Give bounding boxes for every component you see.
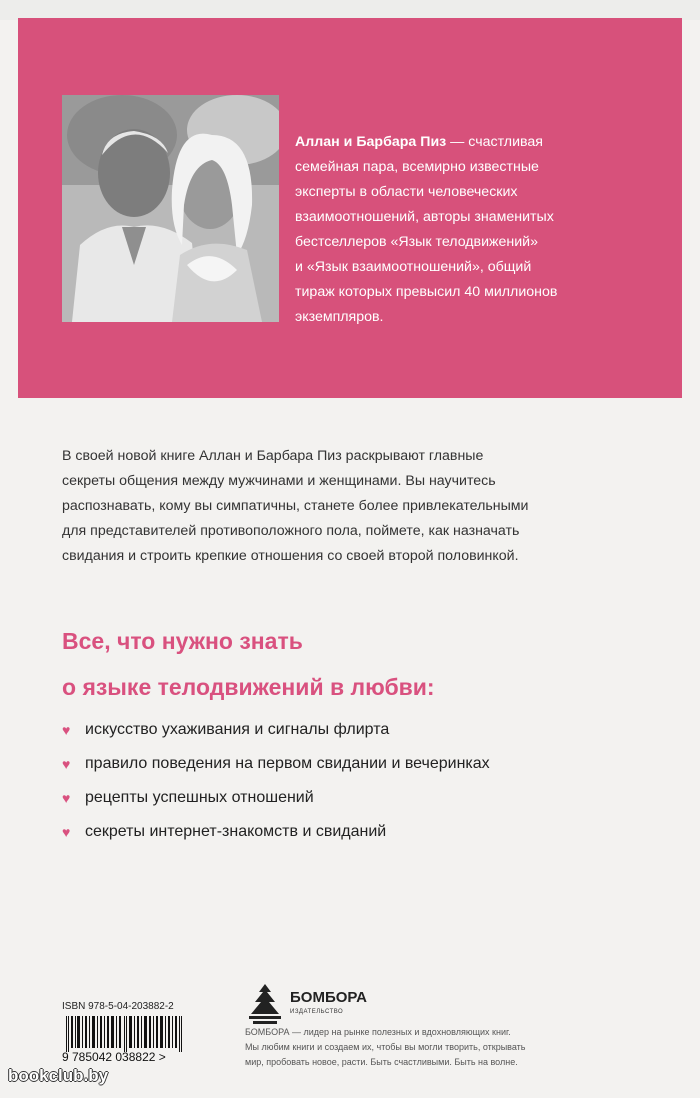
heart-icon: ♥ <box>62 790 71 806</box>
list-item-label: секреты интернет-знакомств и свиданий <box>85 823 387 840</box>
bombora-logo-icon <box>245 982 285 1026</box>
list-item <box>62 815 662 849</box>
author-photo-illustration <box>62 95 279 322</box>
publisher-subtitle: ИЗДАТЕЛЬСТВО <box>290 1009 344 1015</box>
publisher-description-line: Мы любим книги и создаем их, чтобы вы могли творить, открывать <box>245 1042 526 1052</box>
bio-line1-rest: — счастливая <box>446 134 543 150</box>
bio-line: тираж которых превысил 40 миллионов <box>295 284 558 300</box>
description-line: для представителей противоположного пола, поймете, как назначать <box>62 523 520 539</box>
author-names: Аллан и Барбара Пиз <box>295 134 447 150</box>
description-line: свидания и строить крепкие отношения со своей второй половинкой. <box>62 548 519 564</box>
list-item <box>62 781 662 815</box>
pink-heading <box>62 618 642 710</box>
barcode-number: 9 785042 038822 > <box>62 1050 166 1064</box>
description-line: распознавать, кому вы симпатичны, станете более привлекательными <box>62 498 529 514</box>
list-item <box>62 747 662 781</box>
heart-icon: ♥ <box>62 756 71 772</box>
heart-icon: ♥ <box>62 824 71 840</box>
list-item-label: искусство ухаживания и сигналы флирта <box>85 721 390 738</box>
publisher-description-line: мир, пробовать новое, расти. Быть счастливыми. Быть на волне. <box>245 1057 518 1067</box>
list-item <box>62 713 662 747</box>
top-edge <box>0 0 700 20</box>
topic-list <box>62 713 662 849</box>
bio-line: эксперты в области человеческих <box>295 184 518 200</box>
description-line: секреты общения между мужчинами и женщинами. Вы научитесь <box>62 473 496 489</box>
heading-line: Все, что нужно знать <box>62 628 303 654</box>
description-line: В своей новой книге Аллан и Барбара Пиз раскрывают главные <box>62 448 484 464</box>
bio-line: экземпляров. <box>295 309 384 325</box>
heart-icon: ♥ <box>62 722 71 738</box>
author-photo <box>62 95 279 322</box>
bio-line: бестселлеров «Язык телодвижений» <box>295 234 538 250</box>
publisher-description-line: БОМБОРА — лидер на рынке полезных и вдохновляющих книг. <box>245 1027 511 1037</box>
publisher-description <box>245 1025 580 1070</box>
bio-line <box>295 130 635 155</box>
list-item-label: правило поведения на первом свидании и вечеринках <box>85 755 490 772</box>
bio-line: и «Язык взаимоотношений», общий <box>295 259 532 275</box>
watermark: bookclub.by <box>8 1066 109 1085</box>
list-item-label: рецепты успешных отношений <box>85 789 314 806</box>
author-bio <box>295 130 635 330</box>
bio-line: взаимоотношений, авторы знаменитых <box>295 209 554 225</box>
heading-line: о языке телодвижений в любви: <box>62 674 435 700</box>
bio-line: семейная пара, всемирно известные <box>295 159 539 175</box>
isbn-text: ISBN 978-5-04-203882-2 <box>62 1001 174 1012</box>
publisher-name: БОМБОРА <box>290 989 367 1006</box>
book-description <box>62 444 642 569</box>
